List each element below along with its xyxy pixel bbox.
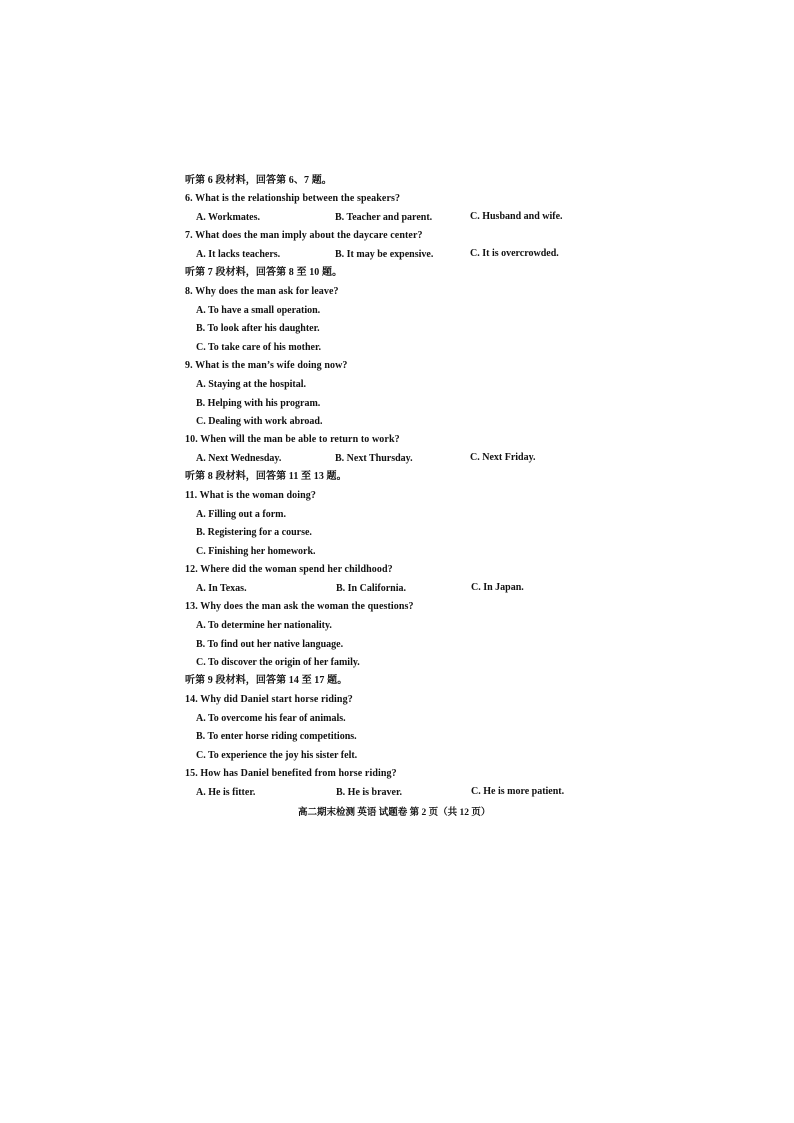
section-header: 听第 9 段材料，回答第 14 至 17 题。 — [185, 675, 348, 686]
option-c: C. To experience the joy his sister felt. — [196, 750, 358, 761]
option-b: B. Next Thursday. — [335, 453, 413, 464]
option-b: B. Registering for a course. — [196, 527, 312, 538]
option-a: A. To overcome his fear of animals. — [196, 713, 346, 724]
option-c: C. Finishing her homework. — [196, 546, 316, 557]
question-stem: 10. When will the man be able to return to work? — [185, 434, 400, 445]
option-c: C. Dealing with work abroad. — [196, 416, 323, 427]
option-b: B. In California. — [336, 583, 407, 594]
question-stem: 12. Where did the woman spend her childhood? — [185, 564, 393, 575]
option-a: A. Next Wednesday. — [196, 453, 282, 464]
option-b: B. It may be expensive. — [335, 249, 434, 260]
page-footer: 高二期末检测 英语 试题卷 第 2 页（共 12 页） — [298, 808, 491, 818]
option-a: A. It lacks teachers. — [196, 249, 281, 260]
question-stem: 6. What is the relationship between the speakers? — [185, 193, 401, 204]
option-c: C. Husband and wife. — [470, 211, 563, 222]
option-b: B. Helping with his program. — [196, 398, 321, 409]
question-stem: 8. Why does the man ask for leave? — [185, 286, 339, 297]
option-a: A. To have a small operation. — [196, 305, 321, 316]
section-header: 听第 6 段材料，回答第 6、7 题。 — [185, 175, 332, 186]
option-c: C. He is more patient. — [471, 786, 565, 797]
option-a: A. Workmates. — [196, 212, 260, 223]
question-stem: 9. What is the man’s wife doing now? — [185, 360, 348, 371]
option-a: A. In Texas. — [196, 583, 247, 594]
question-stem: 13. Why does the man ask the woman the questions? — [185, 601, 414, 612]
section-header: 听第 7 段材料，回答第 8 至 10 题。 — [185, 267, 343, 278]
option-c: C. Next Friday. — [470, 452, 536, 463]
option-c: C. To take care of his mother. — [196, 342, 321, 353]
option-b: B. To find out her native language. — [196, 639, 344, 650]
question-stem: 14. Why did Daniel start horse riding? — [185, 694, 353, 705]
option-b: B. To look after his daughter. — [196, 323, 320, 334]
option-c: C. In Japan. — [471, 582, 524, 593]
option-a: A. He is fitter. — [196, 787, 256, 798]
section-header: 听第 8 段材料，回答第 11 至 13 题。 — [185, 471, 347, 482]
option-c: C. To discover the origin of her family. — [196, 657, 360, 668]
option-b: B. Teacher and parent. — [335, 212, 433, 223]
question-stem: 15. How has Daniel benefited from horse riding? — [185, 768, 397, 779]
option-a: A. Staying at the hospital. — [196, 379, 307, 390]
option-b: B. He is braver. — [336, 787, 403, 798]
question-stem: 11. What is the woman doing? — [185, 490, 316, 501]
option-b: B. To enter horse riding competitions. — [196, 731, 357, 742]
question-stem: 7. What does the man imply about the daycare center? — [185, 230, 423, 241]
option-c: C. It is overcrowded. — [470, 248, 559, 259]
option-a: A. To determine her nationality. — [196, 620, 332, 631]
option-a: A. Filling out a form. — [196, 509, 286, 520]
